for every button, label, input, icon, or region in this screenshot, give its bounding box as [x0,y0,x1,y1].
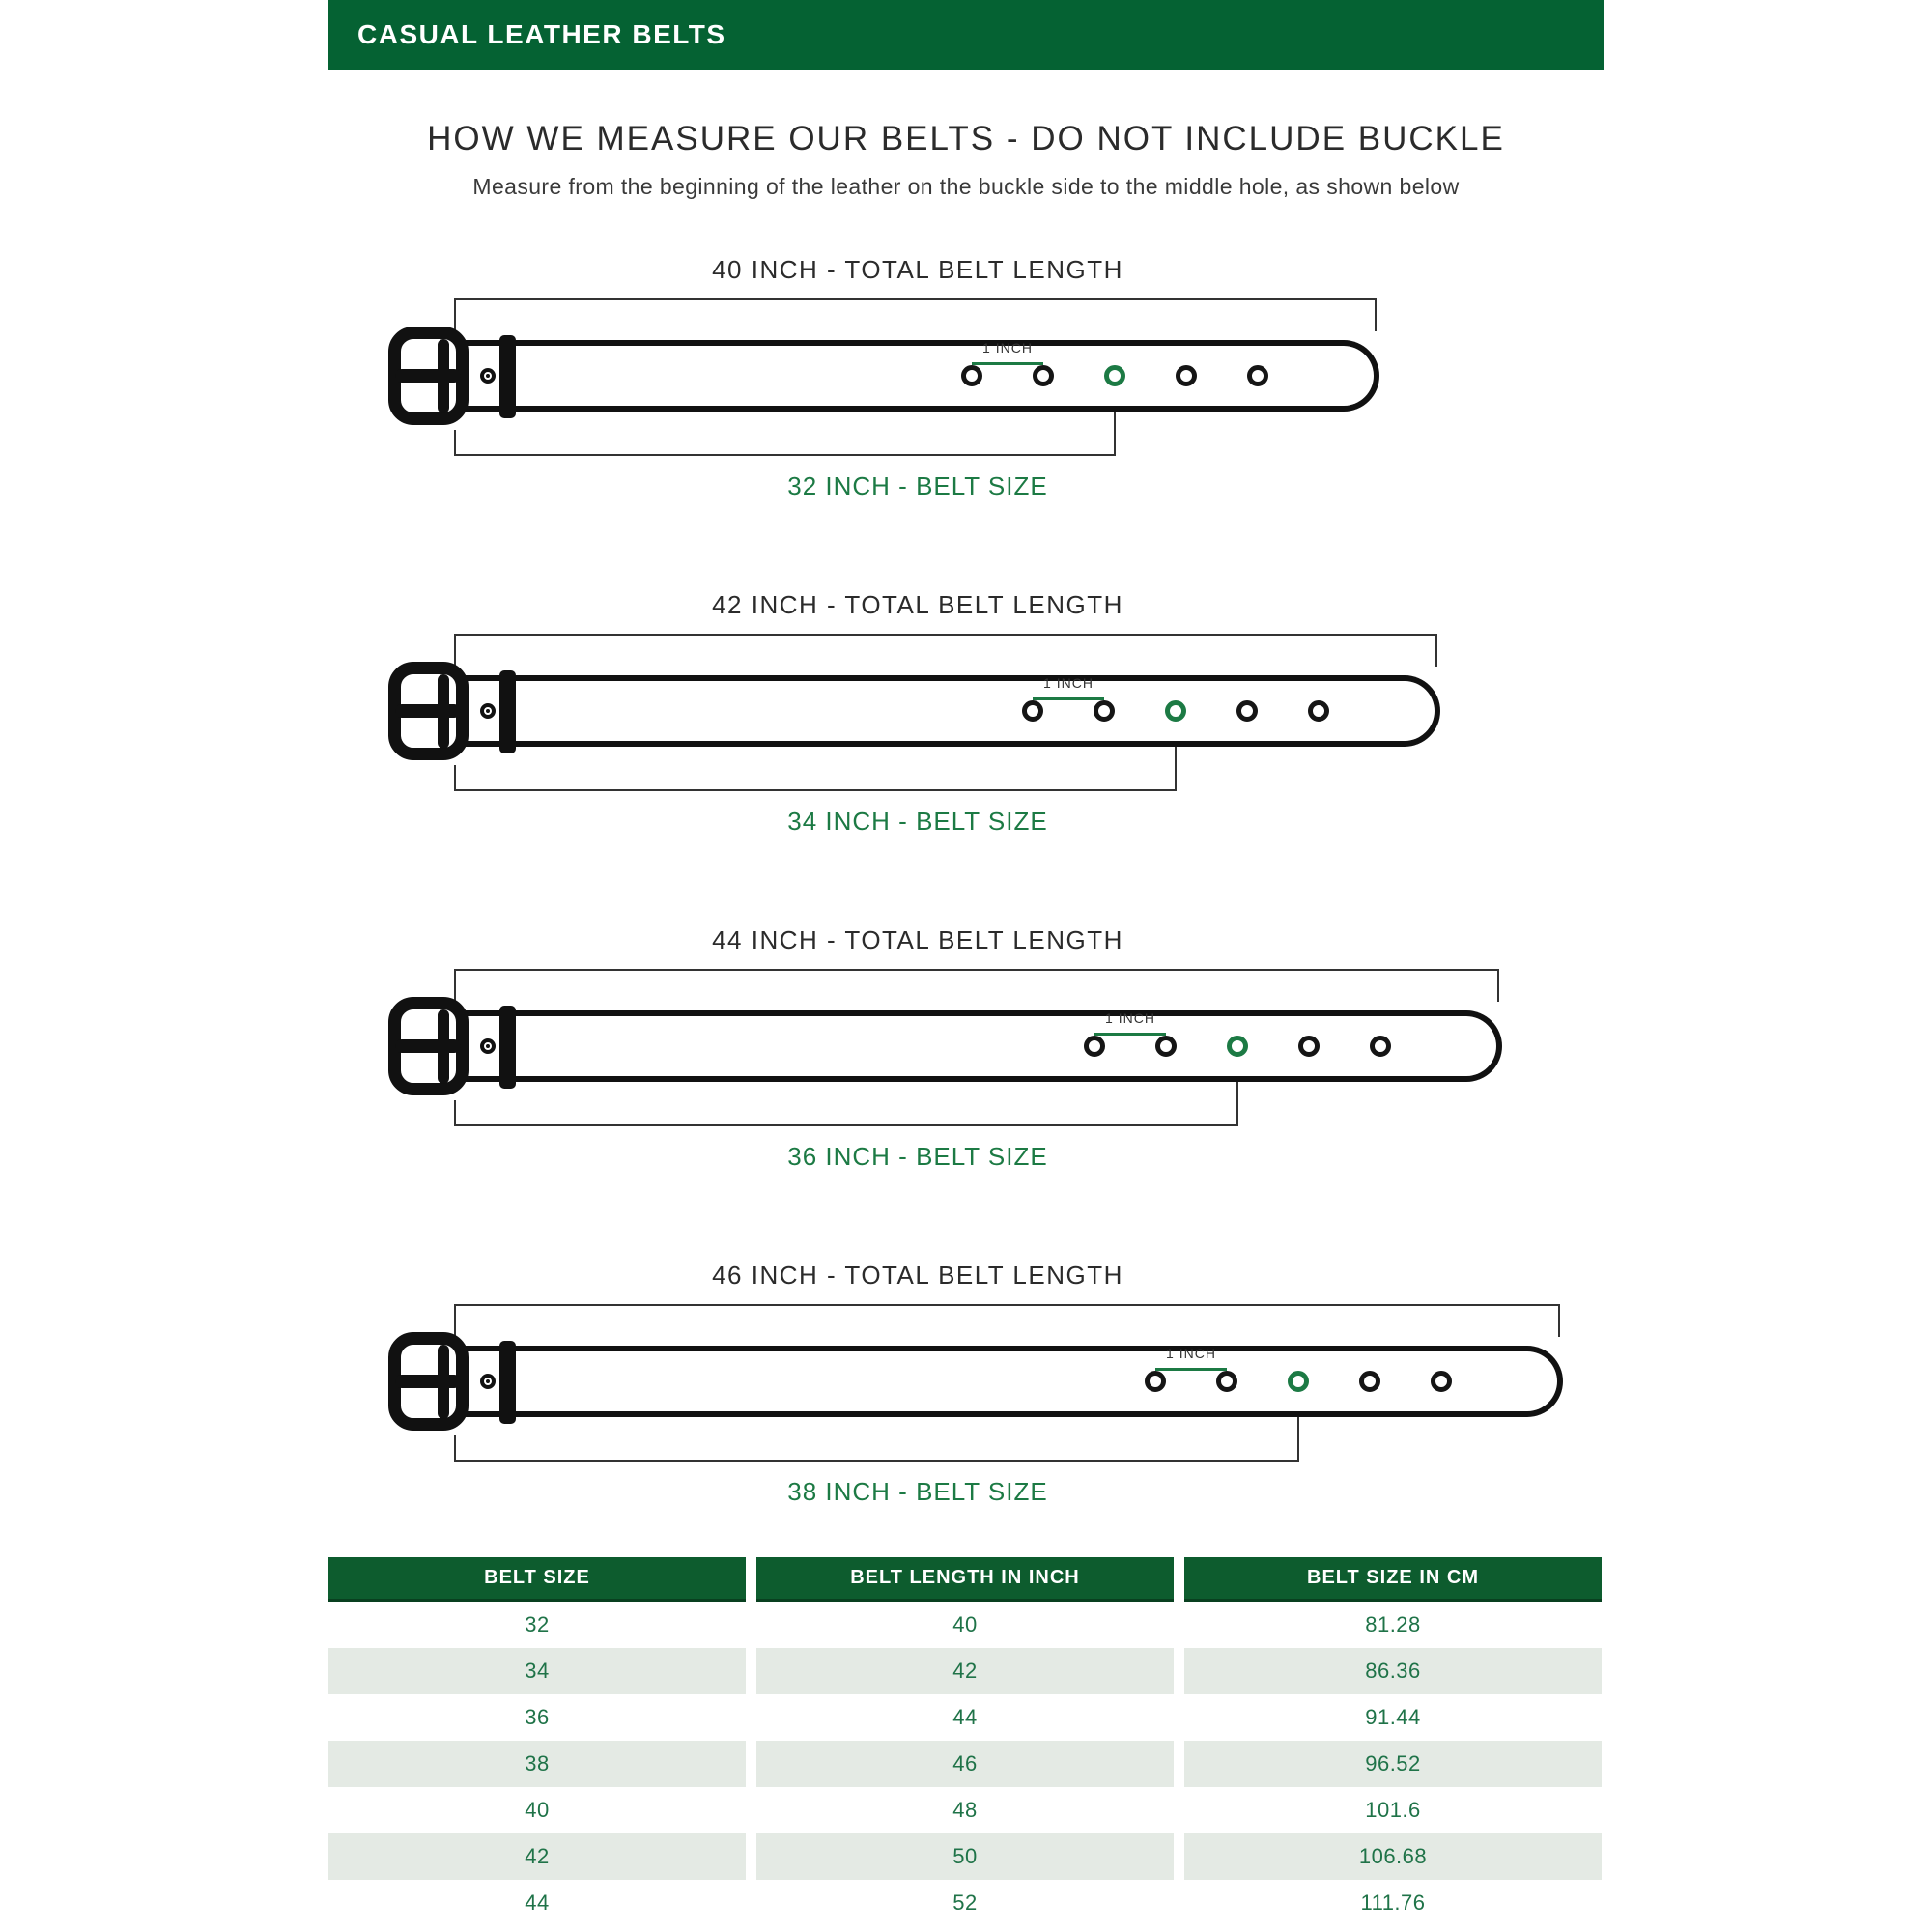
total-length-label: 46 INCH - TOTAL BELT LENGTH [712,1261,1123,1290]
length-bracket-right-tick [1497,969,1499,1002]
length-bracket-right-tick [1435,634,1437,667]
table-header-belt-size: BELT SIZE [328,1557,746,1602]
belt-hole-middle-highlighted [1288,1371,1309,1392]
table-cell: 52 [952,1890,978,1915]
table-cell: 50 [756,1833,1174,1880]
one-inch-label: 1 INCH [1043,675,1094,691]
banner-title: CASUAL LEATHER BELTS [357,19,726,49]
size-table [328,1557,1602,1926]
table-cell: 91.44 [1365,1705,1421,1729]
total-length-label: 40 INCH - TOTAL BELT LENGTH [712,255,1123,284]
table-cell: 32 [525,1612,550,1636]
total-length-label: 44 INCH - TOTAL BELT LENGTH [712,925,1123,954]
size-measure-left-tick [454,1435,456,1462]
length-bracket-line [454,298,1377,300]
belt-hole [1431,1371,1452,1392]
length-bracket-line [454,969,1499,971]
belt-diagram-46-inch [0,1006,1932,1547]
length-bracket-right-tick [1558,1304,1560,1337]
table-cell: 106.68 [1184,1833,1602,1880]
table-cell: 38 [328,1741,746,1787]
page-subheading: Measure from the beginning of the leather on the buckle side to the middle hole, as shown below [472,174,1460,199]
belt-size-label: 32 INCH - BELT SIZE [787,471,1048,500]
length-bracket-line [454,634,1437,636]
one-inch-label: 1 INCH [1105,1010,1155,1026]
table-cell: 34 [328,1648,746,1694]
belt-hole [1145,1371,1166,1392]
belt-hole [1359,1371,1380,1392]
table-cell: 101.6 [1365,1798,1421,1822]
table-header-belt-length-inch: BELT LENGTH IN INCH [756,1557,1174,1602]
one-inch-label: 1 INCH [1166,1346,1216,1361]
belt-size-label: 38 INCH - BELT SIZE [787,1477,1048,1506]
belt-strap [454,1346,1563,1417]
table-cell: 40 [952,1612,978,1636]
table-cell: 42 [756,1648,1174,1694]
belt-keeper-loop [499,1341,516,1424]
rivet-icon [480,1374,496,1389]
one-inch-label: 1 INCH [982,340,1033,355]
table-cell: 111.76 [1360,1890,1426,1915]
table-cell: 42 [328,1833,746,1880]
length-bracket-right-tick [1375,298,1377,331]
belt-size-label: 36 INCH - BELT SIZE [787,1142,1048,1171]
buckle-prong-bar [438,1345,449,1419]
page-heading: HOW WE MEASURE OUR BELTS - DO NOT INCLUDE BUCKLE [427,120,1505,157]
total-length-label: 42 INCH - TOTAL BELT LENGTH [712,590,1123,619]
table-cell: 96.52 [1184,1741,1602,1787]
table-header-belt-size-cm: BELT SIZE IN CM [1184,1557,1602,1602]
buckle-prong [395,1375,461,1388]
table-cell: 86.36 [1184,1648,1602,1694]
table-cell: 46 [756,1741,1174,1787]
table-cell: 48 [952,1798,978,1822]
belt-hole [1216,1371,1237,1392]
belt-size-label: 34 INCH - BELT SIZE [787,807,1048,836]
table-cell: 40 [525,1798,550,1822]
size-measure-line [454,1460,1299,1462]
one-inch-line [1155,1368,1227,1371]
table-cell: 81.28 [1365,1612,1421,1636]
table-cell: 44 [525,1890,550,1915]
length-bracket-line [454,1304,1560,1306]
table-cell: 44 [952,1705,978,1729]
table-cell: 36 [525,1705,550,1729]
